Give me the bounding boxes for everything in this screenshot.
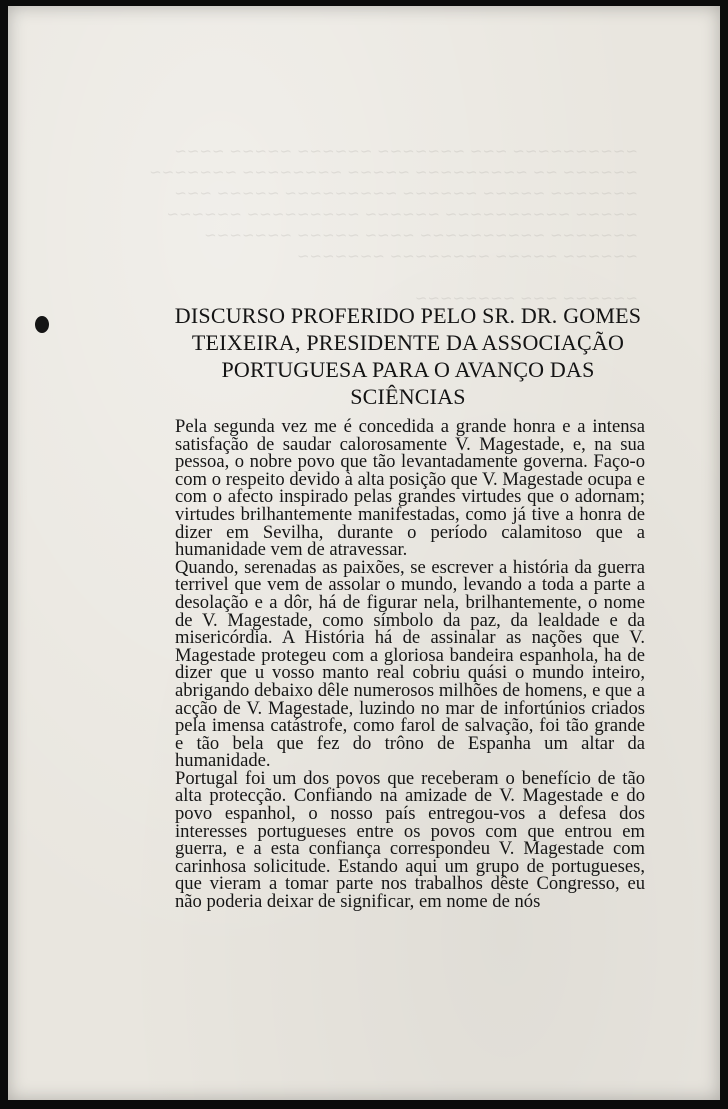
title-line: DISCURSO PROFERIDO PELO SR. DR. GOMES	[174, 303, 642, 328]
show-through-text: ~~~~~~~~~~ ~~~ ~~~~~~~ ~~~~~~ ~~~~~ ~~~~ ~~~~~~ ~~ ~~~~~~~~~ ~~~~~ ~~~~~~~~ ~~~~~~~ ~~~~~~~ ~~~~~ ~~~~~~ ~~~~~~~~~ ~~~~~ ~~~ ~~~~~ ~~~~~~~~~~ ~~~~~~ ~~~~~~~~~ ~~~~~~ ~~~~~~~ ~~~~~~~~~~ ~~~~ ~~~~~ ~~~~~~~ ~~~~~~ ~~~~~ ~~~~~~~~ ~~~~~~~ ~~~~~~ ~~~ ~~~~~~~~	[149, 142, 638, 307]
speech-body	[175, 418, 645, 911]
paragraph: Quando, serenadas as paixões, se escrever a história da guerra terrivel que vem de assolar o mundo, levando a toda a parte a desolação e a dôr, há de figurar nela, brilhantemente, o nome de V. Magestade, como símbolo da paz, da lealdade e da misericórdia. A História há de assinalar as nações que V. Magestade protegeu com a gloriosa bandeira espanhola, ha de dizer que u vosso manto real cobriu quási o mundo inteiro, abrigando debaixo dêle numerosos milhões de homens, e que a acção de V. Magestade, luzindo no mar de infortúnios criados pela imensa catástrofe, como farol de salvação, foi tão grande e tão bela que fez do trôno de Espanha um altar da humanidade.	[175, 556, 645, 772]
punch-hole	[35, 316, 49, 333]
document-page	[8, 6, 720, 1100]
paragraph: Pela segunda vez me é concedida a grande honra e a intensa satisfação de saudar calorosamente V. Magestade, e, na sua pessoa, o nobre povo que tão levantadamente governa. Faço-o com o respeito devido à alta posição que V. Magestade ocupa e com o afecto inspirado pelas grandes virtudes que o adornam; virtudes brilhantemente manifestadas, como já tive a honra de dizer em Sevilha, durante o período calamitoso que a humanidade vem de atravessar.	[175, 416, 645, 561]
document-title	[168, 302, 648, 410]
title-line: TEIXEIRA, PRESIDENTE DA ASSOCIAÇÃO	[191, 330, 625, 355]
title-line: PORTUGUESA PARA O AVANÇO DAS SCIÊNCIAS	[221, 357, 595, 409]
paragraph: Portugal foi um dos povos que receberam o benefício de tão alta protecção. Confiando na amizade de V. Magestade e do povo espanhol, o nosso país entregou-vos a defesa dos interesses portugueses entre os povos com que entrou em guerra, e a esta confiança correspondeu V. Magestade com carinhosa solicitude. Estando aqui um grupo de portugueses, que vieram a tomar parte nos trabalhos dêste Congresso, eu não poderia deixar de significar, em nome de nós	[175, 767, 645, 913]
